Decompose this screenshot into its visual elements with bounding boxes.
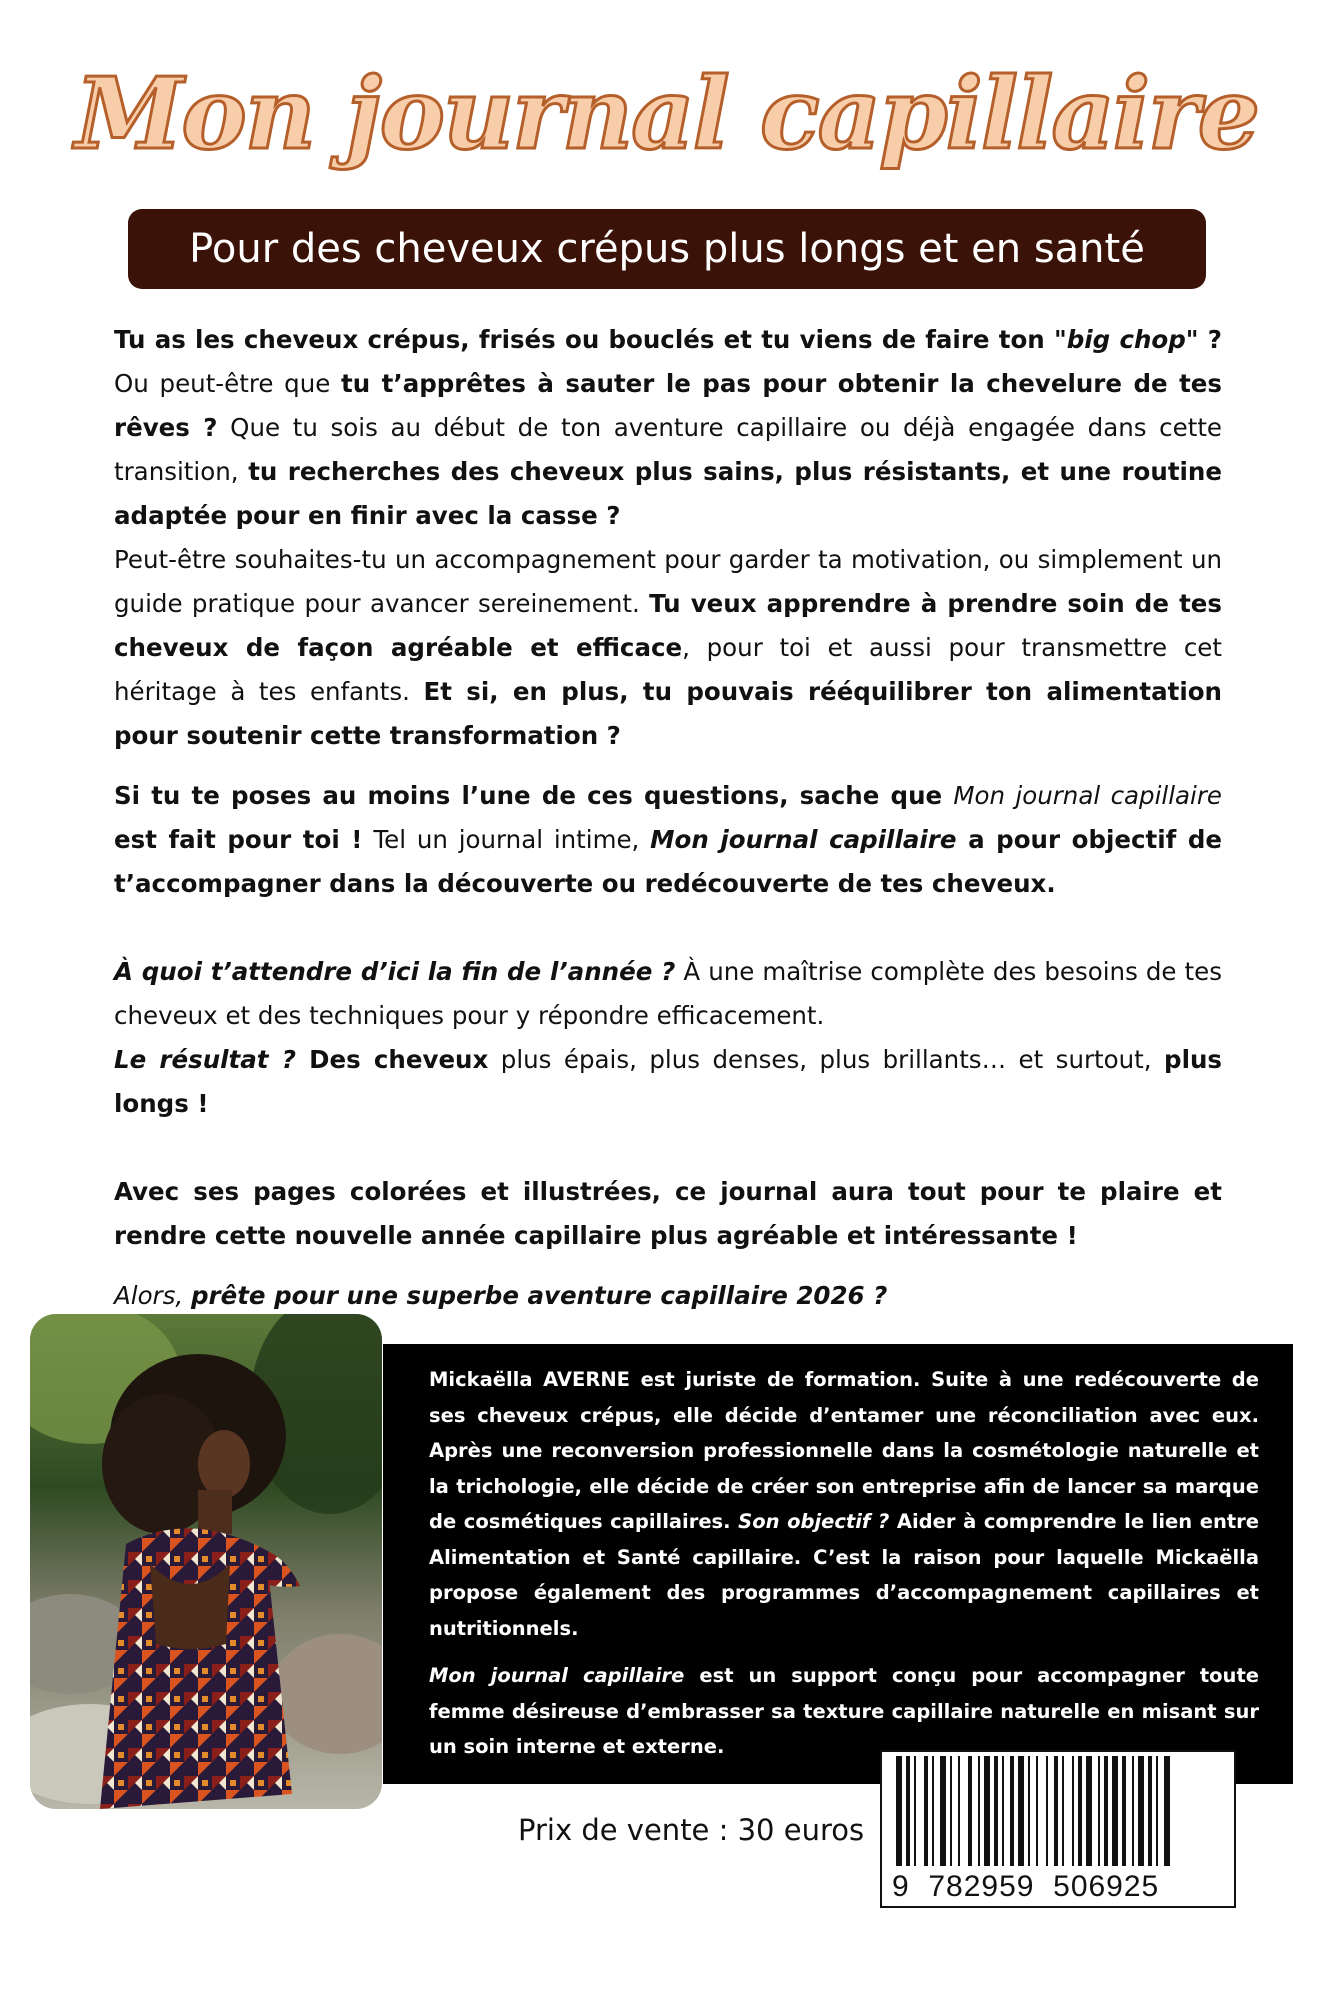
- text-segment: Mon journal capillaire: [953, 781, 1222, 810]
- text-segment: Tel un journal intime,: [362, 825, 651, 854]
- barcode-bar: [1036, 1756, 1038, 1866]
- text-segment: tu t’apprêtes à sauter le pas pour obtenir la chevelure de tes rêves ?: [114, 369, 1222, 442]
- barcode-bar: [1046, 1756, 1048, 1866]
- barcode-bar: [906, 1756, 910, 1866]
- barcode-bar: [932, 1756, 934, 1866]
- intro-paragraph-3: [114, 774, 1222, 906]
- barcode-bars: [882, 1756, 1234, 1874]
- text-segment: Alors,: [114, 1281, 191, 1310]
- text-segment: Le résultat ?: [114, 1045, 296, 1074]
- text-segment: Peut-être souhaites-tu un accompagnement pour garder ta motivation, ou simplement un guide pratique pour avancer sereinement.: [114, 545, 1222, 618]
- text-segment: À une maîtrise complète des besoins de tes cheveux et des techniques pour y répondre efficacement.: [114, 957, 1223, 1030]
- text-segment: Si tu te poses au moins l’une de ces questions, sache que: [114, 781, 954, 810]
- barcode: [880, 1750, 1236, 1908]
- barcode-bar: [1148, 1756, 1152, 1866]
- barcode-bar: [1078, 1756, 1082, 1866]
- intro-paragraph-6: [114, 1170, 1222, 1258]
- barcode-bar: [968, 1756, 972, 1866]
- barcode-bar: [994, 1756, 998, 1866]
- text-segment: Ou peut-être que: [114, 369, 342, 398]
- barcode-bar: [1104, 1756, 1108, 1866]
- text-segment: tu recherches des cheveux plus sains, plus résistants, et une routine adaptée pour en finir avec la casse ?: [114, 457, 1222, 530]
- barcode-bar: [958, 1756, 960, 1866]
- barcode-bar: [1028, 1756, 1030, 1866]
- book-subtitle: Pour des cheveux crépus plus longs et en santé: [128, 209, 1206, 289]
- text-segment: Des cheveux: [295, 1045, 489, 1074]
- text-segment: Tu veux apprendre à prendre soin de tes cheveux de façon agréable et efficace: [114, 589, 1222, 662]
- barcode-bar: [1010, 1756, 1014, 1866]
- text-segment: prête pour une superbe aventure capillaire 2026 ?: [190, 1281, 888, 1310]
- back-cover-text: [114, 318, 1222, 1318]
- text-segment: est un support conçu pour accompagner toute femme désireuse d’embrasser sa texture capillaire naturelle en misant sur un soin interne et externe.: [429, 1664, 1259, 1758]
- text-segment: , pour toi et aussi pour transmettre cet héritage à tes enfants.: [114, 633, 1222, 706]
- barcode-bar: [1138, 1756, 1144, 1866]
- intro-paragraph-2: [114, 538, 1222, 758]
- text-segment: Mon journal capillaire: [650, 825, 957, 854]
- barcode-bar: [1054, 1756, 1058, 1866]
- text-segment: Son objectif ?: [738, 1510, 890, 1533]
- barcode-bar: [1112, 1756, 1118, 1866]
- price-label: Prix de vente : 30 euros: [518, 1813, 865, 1847]
- barcode-bar: [1018, 1756, 1024, 1866]
- text-segment: plus épais, plus denses, plus brillants… et surtout,: [488, 1045, 1165, 1074]
- barcode-bar: [1156, 1756, 1158, 1866]
- barcode-bar: [940, 1756, 946, 1866]
- book-title: Mon journal capillaire: [74, 57, 1259, 172]
- text-segment: est fait pour toi !: [114, 825, 363, 854]
- text-segment: " ?: [1185, 325, 1222, 354]
- text-segment: plus longs !: [114, 1045, 1222, 1118]
- author-photo-illustration: [30, 1314, 382, 1809]
- barcode-bar: [950, 1756, 952, 1866]
- intro-paragraph-5: [114, 1038, 1222, 1126]
- text-segment: À quoi t’attendre d’ici la fin de l’année ?: [114, 957, 676, 986]
- text-segment: Tu as les cheveux crépus, frisés ou bouclés et tu viens de faire ton ": [114, 325, 1067, 354]
- barcode-bar: [1122, 1756, 1126, 1866]
- text-segment: Avec ses pages colorées et illustrées, ce journal aura tout pour te plaire et rendre cette nouvelle année capillaire plus agréable et intéressante !: [114, 1177, 1222, 1250]
- barcode-bar: [1164, 1756, 1170, 1866]
- text-segment: Aider à comprendre le lien entre Alimentation et Santé capillaire. C’est la raison pour laquelle Mickaëlla propose également des programmes d’accompagnement capillaires et nutritionnels.: [429, 1510, 1260, 1640]
- text-segment: Mickaëlla AVERNE est juriste de formation. Suite à une redécouverte de ses cheveux crépus, elle décide d’entamer une réconciliation avec eux. Après une reconversion professionnelle dans la cosmétologie naturelle et la trichologie, elle décide de créer son entreprise afin de lancer sa marque de cosmétiques capillaires.: [429, 1368, 1259, 1533]
- author-photo: [30, 1314, 382, 1809]
- text-segment: big chop: [1066, 325, 1186, 354]
- barcode-bar: [1002, 1756, 1004, 1866]
- intro-paragraph-4: [114, 950, 1222, 1038]
- barcode-bar: [978, 1756, 980, 1866]
- bio-paragraph-2: [429, 1658, 1259, 1765]
- barcode-bar: [1062, 1756, 1064, 1866]
- bio-paragraph-1: [429, 1362, 1259, 1646]
- text-segment: Que tu sois au début de ton aventure capillaire ou déjà engagée dans cette transition,: [114, 413, 1222, 486]
- barcode-bar: [984, 1756, 990, 1866]
- barcode-bar: [1098, 1756, 1100, 1866]
- intro-paragraph-7: [114, 1274, 1222, 1318]
- barcode-bar: [914, 1756, 916, 1866]
- barcode-digits: 9 782959 506925: [892, 1870, 1160, 1903]
- barcode-bar: [1132, 1756, 1134, 1866]
- text-segment: a pour objectif de t’accompagner dans la découverte ou redécouverte de tes cheveux.: [114, 825, 1223, 898]
- barcode-bar: [1072, 1756, 1074, 1866]
- barcode-bar: [896, 1756, 902, 1866]
- author-bio: [383, 1344, 1293, 1784]
- barcode-bar: [924, 1756, 928, 1866]
- text-segment: Et si, en plus, tu pouvais rééquilibrer ton alimentation pour soutenir cette transformation ?: [114, 677, 1222, 750]
- intro-paragraph-1: [114, 318, 1222, 538]
- text-segment: Mon journal capillaire: [429, 1664, 685, 1687]
- barcode-bar: [1086, 1756, 1092, 1866]
